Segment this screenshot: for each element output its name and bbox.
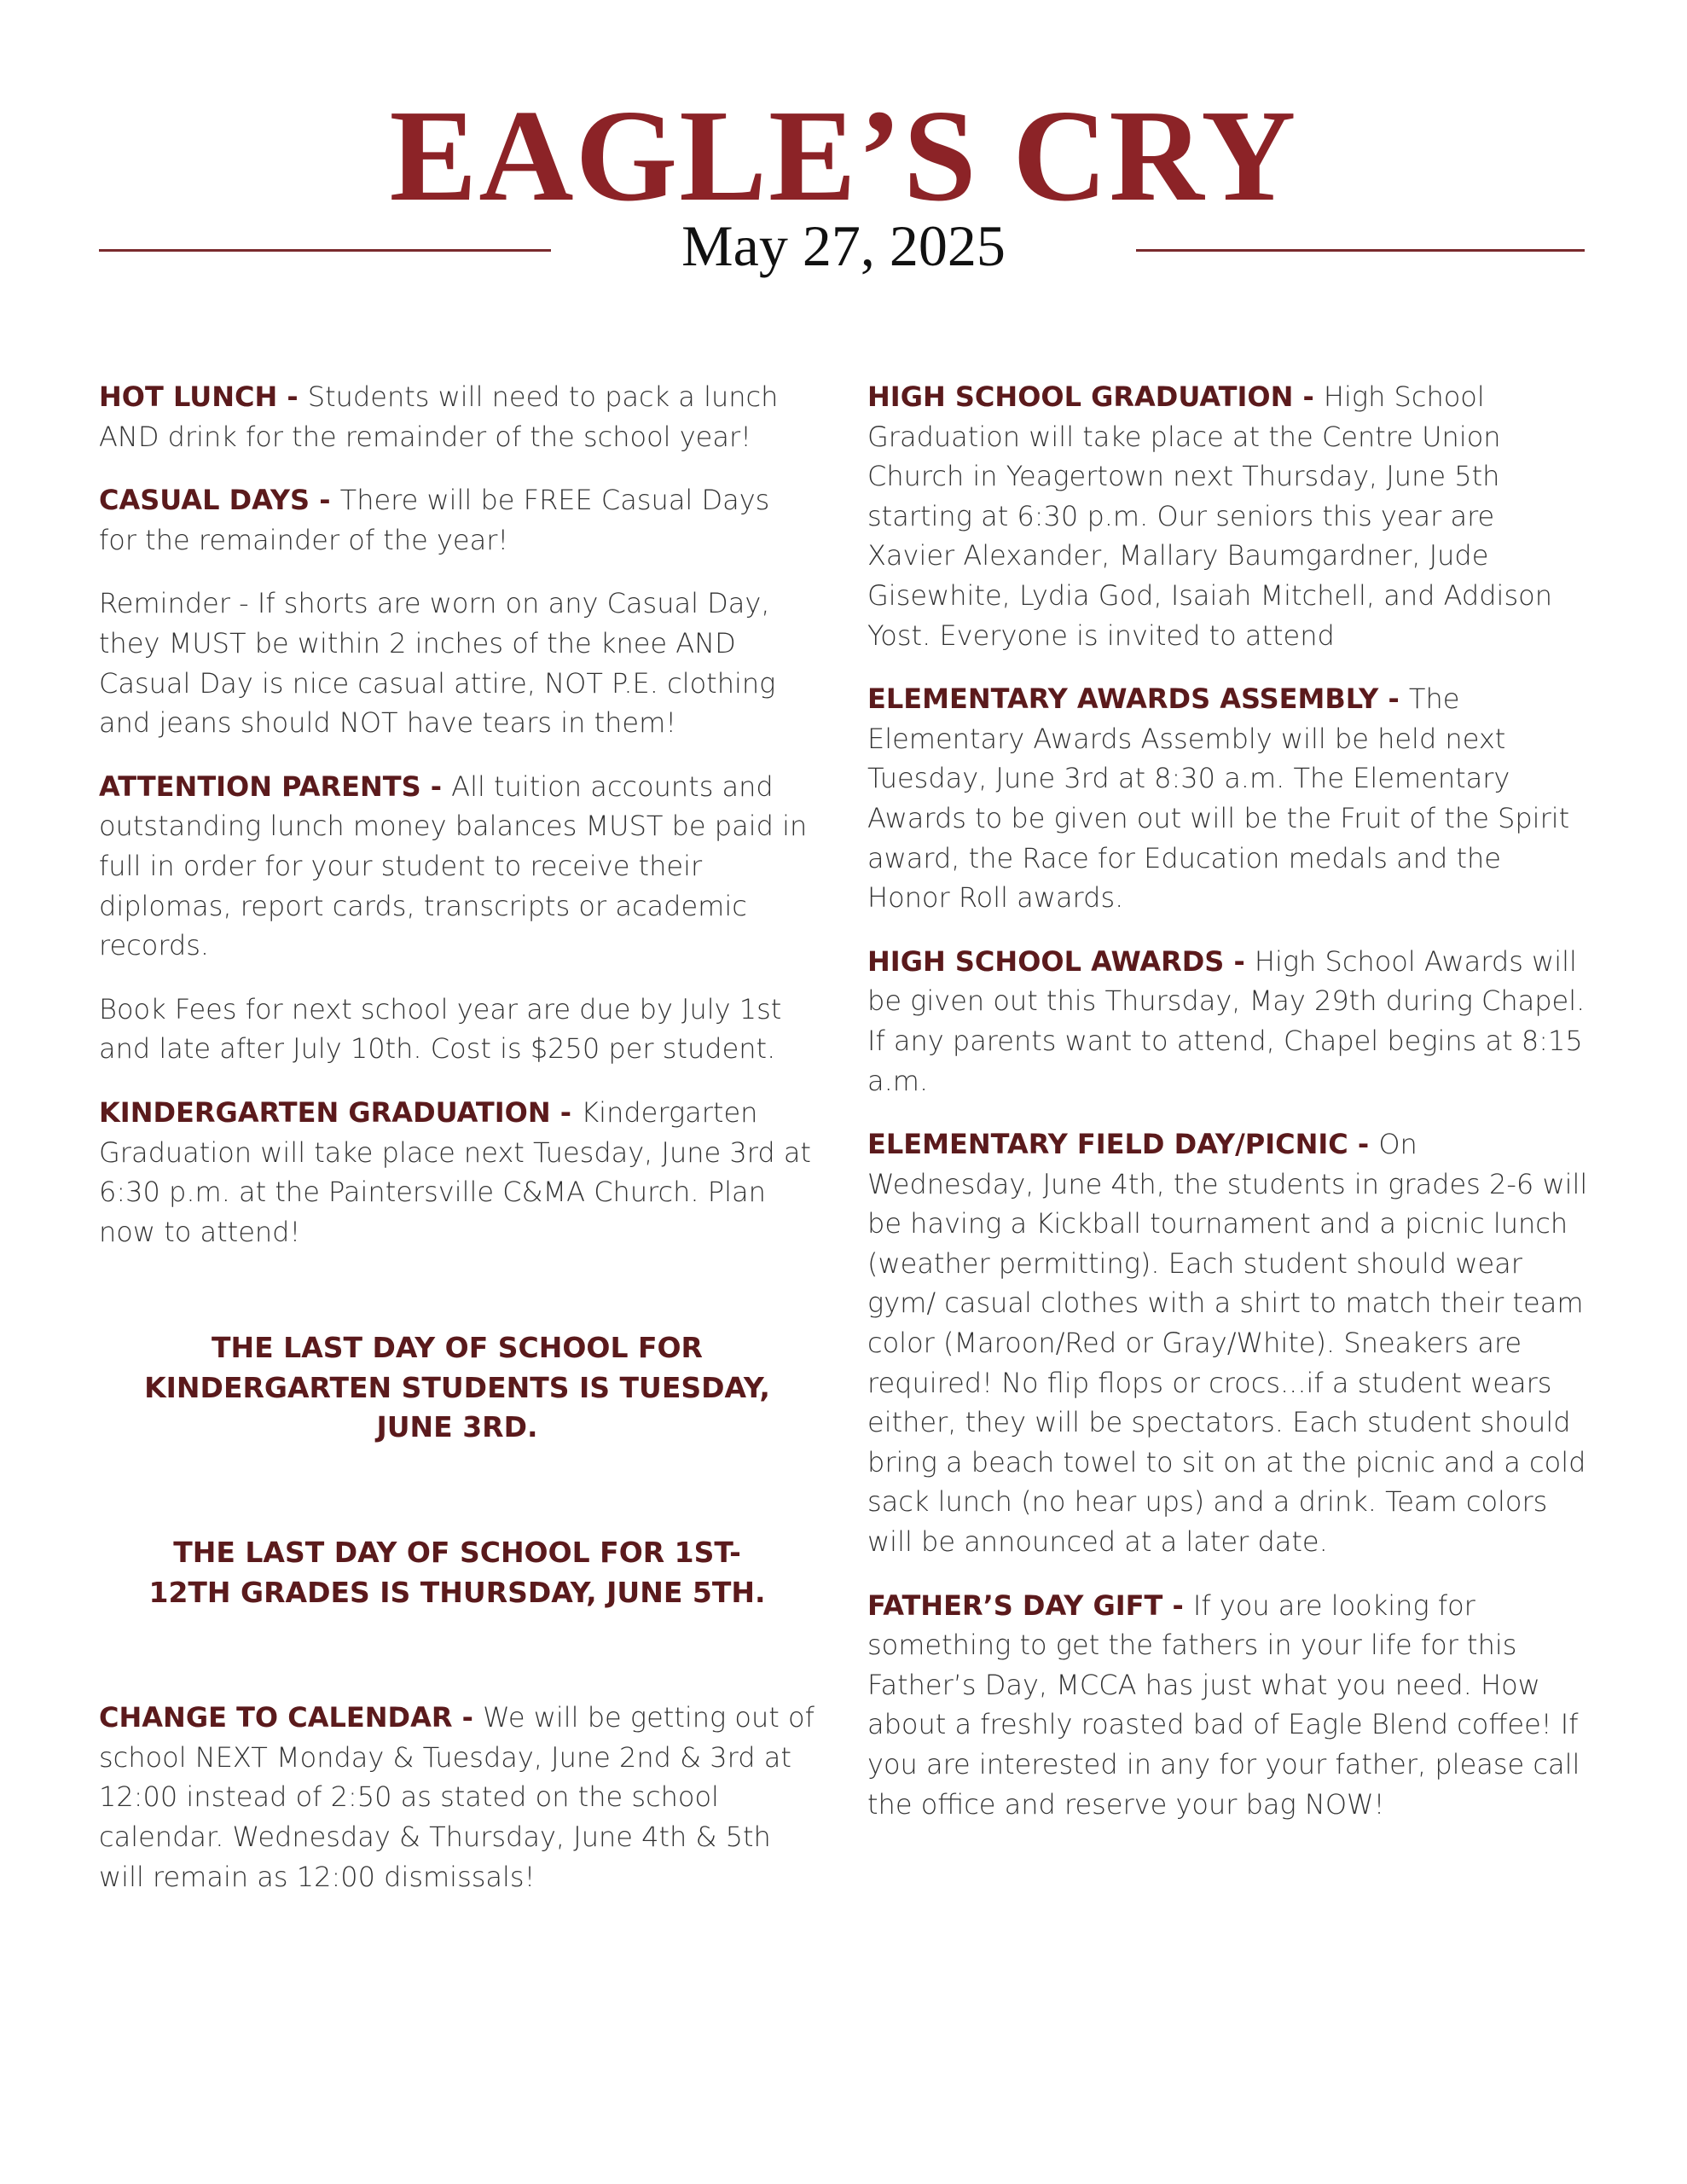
left-column: [99, 377, 815, 1920]
field-day-heading: ELEMENTARY FIELD DAY/PICNIC: [867, 1128, 1348, 1161]
heading-separator: -: [277, 380, 308, 413]
heading-separator: -: [420, 770, 452, 803]
issue-date: May 27, 2025: [681, 213, 1006, 278]
hot-lunch-body: Students will need to pack a lunch AND drink for the remainder of the school year!: [99, 380, 779, 453]
fathers-day-item: [867, 1586, 1588, 1825]
casual-days-body: There will be FREE Casual Days for the remainder of the year!: [99, 484, 770, 556]
right-column: [867, 377, 1588, 1848]
casual-reminder: Reminder - If shorts are worn on any Casual Day, they MUST be within 2 inches of the knee AND Casual Day is nice casual attire, NOT P.E. clothing and jeans should NOT have tears in them!: [99, 587, 776, 740]
heading-separator: -: [1378, 682, 1409, 716]
field-day-item: [867, 1124, 1588, 1562]
change-calendar-body: We will be getting out of school NEXT Monday & Tuesday, June 2nd & 3rd at 12:00 instead of 2:50 as stated on the school calendar. Wednesday & Thursday, June 4th & 5th will remain as 12:00 dismissals!: [99, 1701, 815, 1893]
newsletter-title: EAGLE’S CRY: [389, 84, 1298, 229]
heading-separator: -: [452, 1701, 484, 1734]
fathers-day-heading: FATHER’S DAY GIFT: [867, 1589, 1163, 1622]
change-calendar-item: [99, 1698, 815, 1896]
hs-graduation-heading: HIGH SCHOOL GRADUATION: [867, 380, 1294, 413]
hs-graduation-body: High School Graduation will take place at the Centre Union Church in Yeagertown next Thursday, June 5th starting at 6:30 p.m. Our seniors this year are Xavier Alexander, Mallary Baumgardner, Jude Gisewhite, Lydia God, Isaiah Mitchell, and Addison Yost. Everyone is invited to attend: [867, 380, 1552, 652]
heading-separator: -: [1224, 944, 1255, 978]
change-calendar-heading: CHANGE TO CALENDAR: [99, 1701, 453, 1734]
attention-parents-body: All tuition accounts and outstanding lunch money balances MUST be paid in full in order for your student to receive their diplomas, report cards, transcripts or academic records.: [99, 770, 808, 962]
heading-separator: -: [1293, 380, 1324, 413]
casual-days-item: [99, 480, 815, 560]
heading-separator: -: [310, 484, 340, 517]
kindergarten-graduation-item: [99, 1093, 815, 1252]
title-rule-right: [1136, 249, 1585, 252]
hs-awards-body: High School Awards will be given out this Thursday, May 29th during Chapel. If any parents want to attend, Chapel begins at 8:15 a.m.: [867, 944, 1586, 1097]
heading-separator: -: [1162, 1589, 1193, 1622]
elementary-awards-body: The Elementary Awards Assembly will be held next Tuesday, June 3rd at 8:30 a.m. The Elementary Awards to be given out will be the Fruit of the Spirit award, the Race for Education medals and the Honor Roll awards.: [867, 682, 1570, 915]
hs-graduation-item: [867, 377, 1588, 655]
kindergarten-graduation-heading: KINDERGARTEN GRADUATION: [99, 1095, 551, 1129]
kindergarten-last-day-notice: THE LAST DAY OF SCHOOL FOR KINDERGARTEN STUDENTS IS TUESDAY, JUNE 3RD.: [144, 1331, 770, 1444]
casual-days-heading: CASUAL DAYS: [99, 484, 310, 517]
attention-parents-heading: ATTENTION PARENTS: [99, 770, 421, 803]
hot-lunch-item: [99, 377, 815, 456]
heading-separator: -: [1348, 1128, 1379, 1161]
hs-awards-item: [867, 942, 1588, 1101]
attention-parents-item: [99, 767, 815, 966]
fathers-day-body: If you are looking for something to get the fathers in your life for this Father’s Day, MCCA has just what you need. How about a freshly roasted bad of Eagle Blend coffee! If you are interested in any for your father, please call the office and reserve your bag NOW!: [867, 1589, 1580, 1821]
elementary-awards-item: [867, 679, 1588, 918]
kindergarten-graduation-body: Kindergarten Graduation will take place next Tuesday, June 3rd at 6:30 p.m. at the Paintersville C&MA Church. Plan now to attend!: [99, 1095, 811, 1248]
heading-separator: -: [550, 1095, 582, 1129]
grades-last-day-notice: THE LAST DAY OF SCHOOL FOR 1ST-12TH GRADES IS THURSDAY, JUNE 5TH.: [148, 1536, 766, 1609]
hot-lunch-heading: HOT LUNCH: [99, 380, 278, 413]
hs-awards-heading: HIGH SCHOOL AWARDS: [867, 944, 1225, 978]
field-day-body: On Wednesday, June 4th, the students in grades 2-6 will be having a Kickball tournament and a picnic lunch (weather permitting). Each student should wear gym/ casual clothes with a shirt to match their team color (Maroon/Red or Gray/White). Sneakers are required! No flip flops or crocs...if a student wears either, they will be spectators. Each student should bring a beach towel to sit on at the picnic and a cold sack lunch (no hear ups) and a drink. Team colors will be announced at a later date.: [867, 1128, 1588, 1559]
elementary-awards-heading: ELEMENTARY AWARDS ASSEMBLY: [867, 682, 1379, 716]
book-fees: Book Fees for next school year are due by July 1st and late after July 10th. Cost is $250 per student.: [99, 992, 782, 1066]
